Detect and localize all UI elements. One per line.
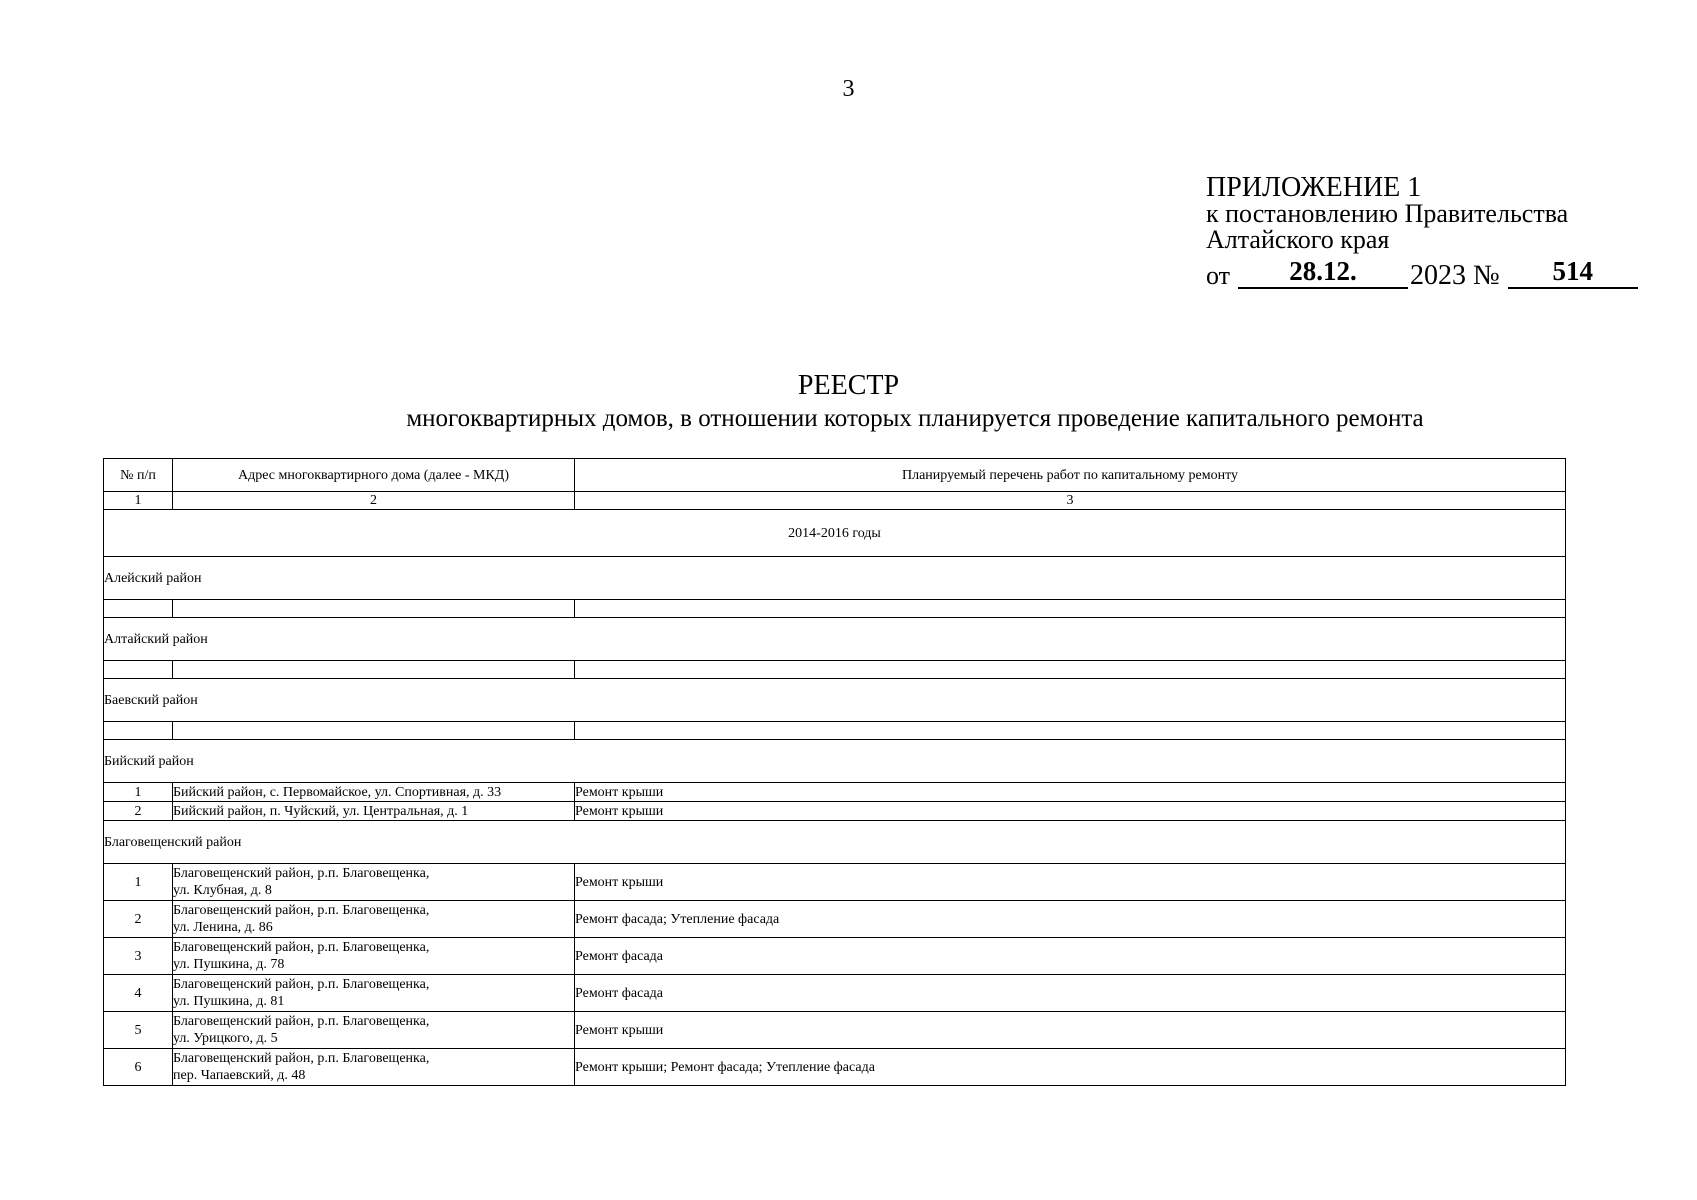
address-line-2: ул. Пушкина, д. 78 bbox=[173, 957, 285, 972]
row-address bbox=[173, 1049, 575, 1086]
col-index-1: 1 bbox=[104, 492, 173, 510]
empty-cell bbox=[104, 600, 173, 618]
district-name: Баевский район bbox=[104, 679, 1566, 722]
address-line-2: ул. Пушкина, д. 81 bbox=[173, 994, 285, 1009]
row-works: Ремонт крыши; Ремонт фасада; Утепление фасада bbox=[575, 1049, 1566, 1086]
row-number: 1 bbox=[104, 864, 173, 901]
col-index-2: 2 bbox=[173, 492, 575, 510]
col-index-3: 3 bbox=[575, 492, 1566, 510]
table-row bbox=[104, 901, 1566, 938]
row-address bbox=[173, 1012, 575, 1049]
empty-cell bbox=[575, 722, 1566, 740]
address-line-2: ул. Ленина, д. 86 bbox=[173, 920, 273, 935]
address-line-1: Благовещенский район, р.п. Благовещенка, bbox=[173, 866, 430, 881]
registry-title: РЕЕСТР bbox=[797, 370, 900, 401]
row-address: Бийский район, п. Чуйский, ул. Центральная, д. 1 bbox=[173, 802, 575, 821]
empty-row bbox=[104, 600, 1566, 618]
address-line-1: Благовещенский район, р.п. Благовещенка, bbox=[173, 903, 430, 918]
district-name: Бийский район bbox=[104, 740, 1566, 783]
period-label: 2014-2016 годы bbox=[104, 510, 1566, 557]
registry-subtitle: многоквартирных домов, в отношении которых планируется проведение капитального ремонта bbox=[406, 405, 1424, 432]
decree-date: 28.12. bbox=[1238, 257, 1408, 289]
address-line-1: Благовещенский район, р.п. Благовещенка, bbox=[173, 1051, 430, 1066]
district-row bbox=[104, 618, 1566, 661]
table-row bbox=[104, 864, 1566, 901]
row-number: 1 bbox=[104, 783, 173, 802]
district-name: Алтайский район bbox=[104, 618, 1566, 661]
row-works: Ремонт фасада bbox=[575, 938, 1566, 975]
appendix-line-2: Алтайского края bbox=[1206, 225, 1390, 254]
table-row bbox=[104, 802, 1566, 821]
appendix-dateline bbox=[1206, 257, 1656, 289]
row-address bbox=[173, 938, 575, 975]
empty-cell bbox=[173, 722, 575, 740]
row-works: Ремонт крыши bbox=[575, 1012, 1566, 1049]
row-address bbox=[173, 864, 575, 901]
empty-cell bbox=[575, 600, 1566, 618]
address-line-2: ул. Клубная, д. 8 bbox=[173, 883, 272, 898]
district-row bbox=[104, 679, 1566, 722]
table-row bbox=[104, 975, 1566, 1012]
appendix-title: ПРИЛОЖЕНИЕ 1 bbox=[1206, 172, 1422, 203]
year-number-label: 2023 № bbox=[1410, 260, 1500, 291]
row-number: 2 bbox=[104, 802, 173, 821]
district-name: Благовещенский район bbox=[104, 821, 1566, 864]
empty-row bbox=[104, 661, 1566, 679]
address-line-1: Благовещенский район, р.п. Благовещенка, bbox=[173, 977, 430, 992]
header-num: № п/п bbox=[104, 459, 173, 492]
empty-cell bbox=[575, 661, 1566, 679]
empty-cell bbox=[173, 661, 575, 679]
address-line-2: ул. Урицкого, д. 5 bbox=[173, 1031, 278, 1046]
row-works: Ремонт крыши bbox=[575, 802, 1566, 821]
district-row bbox=[104, 821, 1566, 864]
empty-row bbox=[104, 722, 1566, 740]
table-row bbox=[104, 783, 1566, 802]
district-name: Алейский район bbox=[104, 557, 1566, 600]
empty-cell bbox=[104, 722, 173, 740]
header-address: Адрес многоквартирного дома (далее - МКД) bbox=[173, 459, 575, 492]
header-works: Планируемый перечень работ по капитальному ремонту bbox=[575, 459, 1566, 492]
decree-number: 514 bbox=[1508, 257, 1638, 289]
district-row bbox=[104, 740, 1566, 783]
row-works: Ремонт крыши bbox=[575, 864, 1566, 901]
table-row bbox=[104, 1049, 1566, 1086]
row-works: Ремонт крыши bbox=[575, 783, 1566, 802]
empty-cell bbox=[104, 661, 173, 679]
header-row bbox=[104, 459, 1566, 492]
appendix-block bbox=[1206, 172, 1656, 291]
row-works: Ремонт фасада; Утепление фасада bbox=[575, 901, 1566, 938]
empty-cell bbox=[173, 600, 575, 618]
appendix-line-1: к постановлению Правительства bbox=[1206, 199, 1569, 228]
column-index-row bbox=[104, 492, 1566, 510]
row-works: Ремонт фасада bbox=[575, 975, 1566, 1012]
row-address bbox=[173, 901, 575, 938]
district-row bbox=[104, 557, 1566, 600]
page-number: 3 bbox=[842, 76, 855, 102]
registry-table bbox=[103, 458, 1566, 1086]
row-number: 4 bbox=[104, 975, 173, 1012]
from-label: от bbox=[1206, 261, 1231, 290]
row-number: 2 bbox=[104, 901, 173, 938]
address-line-1: Благовещенский район, р.п. Благовещенка, bbox=[173, 940, 430, 955]
row-address bbox=[173, 975, 575, 1012]
row-address: Бийский район, с. Первомайское, ул. Спортивная, д. 33 bbox=[173, 783, 575, 802]
address-line-2: пер. Чапаевский, д. 48 bbox=[173, 1068, 306, 1083]
row-number: 5 bbox=[104, 1012, 173, 1049]
address-line-1: Благовещенский район, р.п. Благовещенка, bbox=[173, 1014, 430, 1029]
table-row bbox=[104, 1012, 1566, 1049]
period-row bbox=[104, 510, 1566, 557]
table-row bbox=[104, 938, 1566, 975]
row-number: 3 bbox=[104, 938, 173, 975]
row-number: 6 bbox=[104, 1049, 173, 1086]
